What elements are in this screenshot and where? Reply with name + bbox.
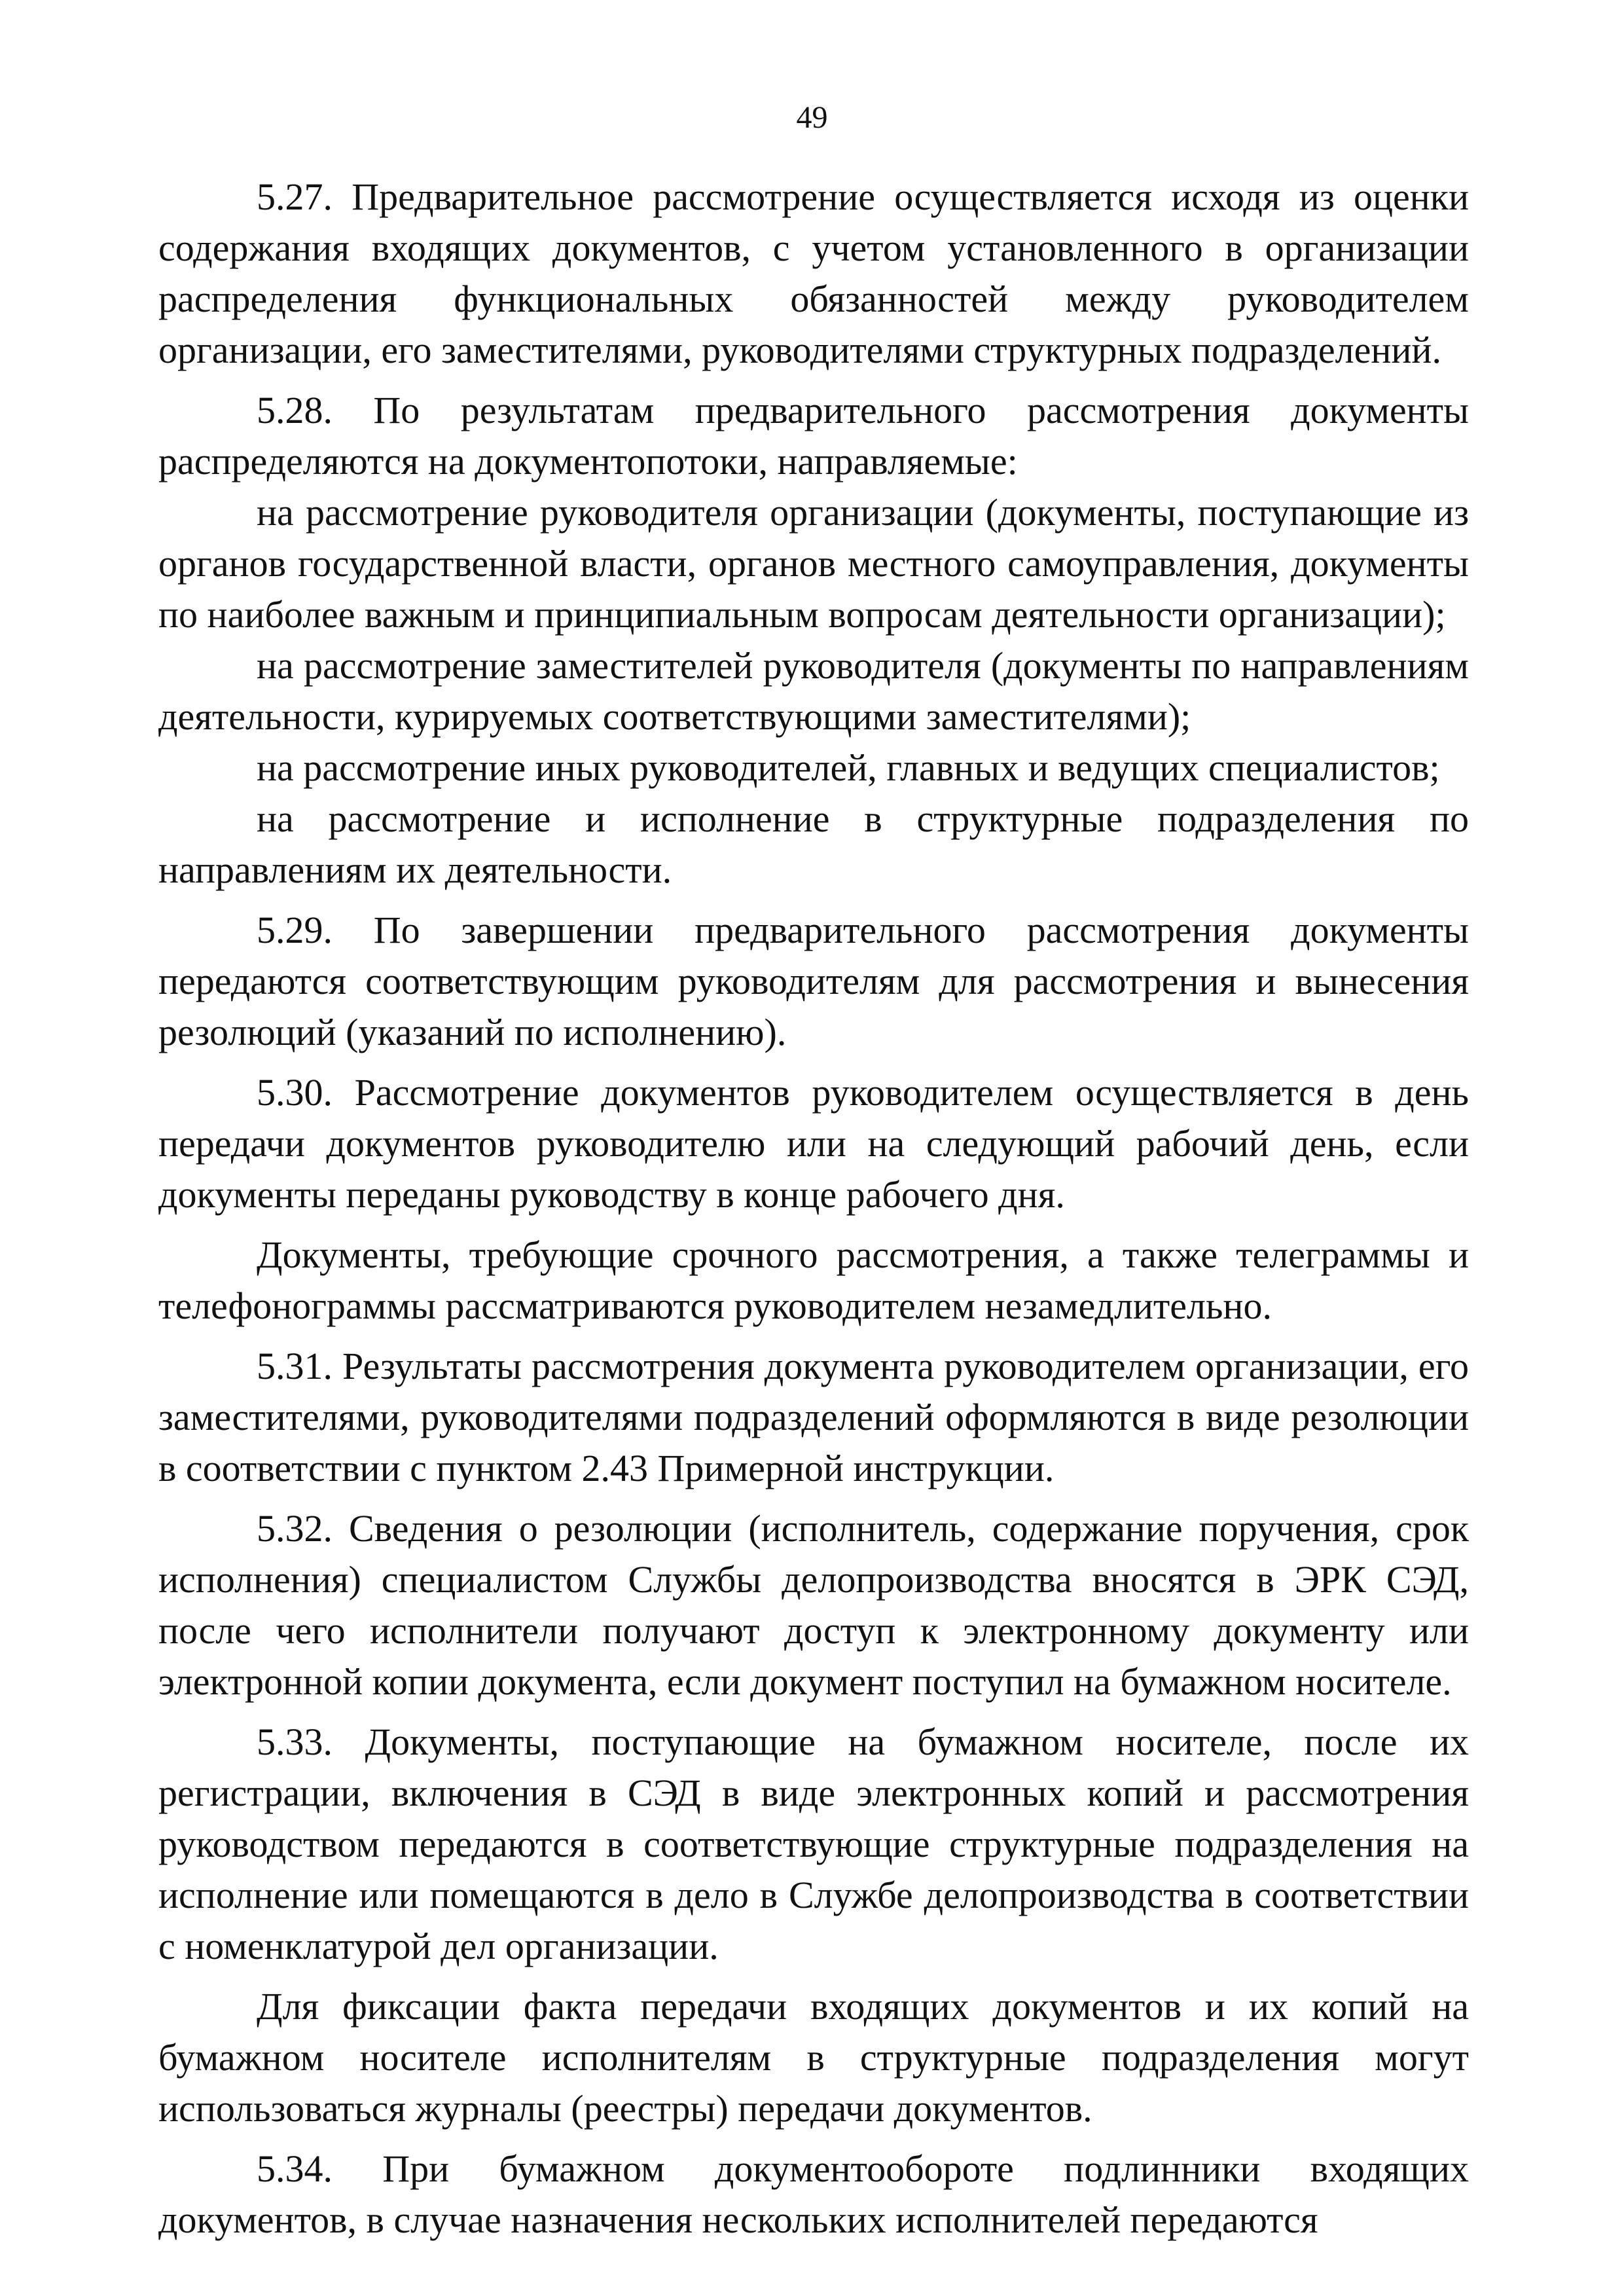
page-number: 49 xyxy=(796,100,828,135)
paragraph-5-32: 5.32. Сведения о резолюции (исполнитель, содержание поручения, срок исполнения) специалистом Службы делопроизводства вносятся в ЭРК СЭД, после чего исполнители получают доступ к электронному документу или электронной копии документа, если документ поступил на бумажном носителе. xyxy=(158,1507,1469,1703)
paragraph-5-29: 5.29. По завершении предварительного рассмотрения документы передаются соответствующим руководителям для рассмотрения и вынесения резолюций (указаний по исполнению). xyxy=(158,909,1469,1053)
paragraph-5-27: 5.27. Предварительное рассмотрение осуществляется исходя из оценки содержания входящих документов, с учетом установленного в организации распределения функциональных обязанностей между руководителем организации, его заместителями, руководителями структурных подразделений. xyxy=(158,175,1469,371)
paragraph-list-item: на рассмотрение заместителей руководителя (документы по направлениям деятельности, курируемых соответствующими заместителями); xyxy=(158,644,1469,738)
paragraph-list-item: на рассмотрение и исполнение в структурные подразделения по направлениям их деятельности. xyxy=(158,797,1469,891)
paragraph-5-34: 5.34. При бумажном документообороте подлинники входящих документов, в случае назначения нескольких исполнителей передаются xyxy=(158,2147,1469,2241)
paragraph-list-item: на рассмотрение иных руководителей, главных и ведущих специалистов; xyxy=(257,746,1440,789)
paragraph-list-item: на рассмотрение руководителя организации (документы, поступающие из органов государственной власти, органов местного самоуправления, документы по наиболее важным и принципиальным вопросам деятельности организации); xyxy=(158,491,1469,636)
paragraph-5-28: 5.28. По результатам предварительного рассмотрения документы распределяются на документопотоки, направляемые: xyxy=(158,389,1469,483)
paragraph-5-30: 5.30. Рассмотрение документов руководителем осуществляется в день передачи документов руководителю или на следующий рабочий день, если документы переданы руководству в конце рабочего дня. xyxy=(158,1071,1469,1216)
paragraph-5-31: 5.31. Результаты рассмотрения документа руководителем организации, его заместителями, руководителями подразделений оформляются в виде резолюции в соответствии с пунктом 2.43 Примерной инструкции. xyxy=(158,1345,1469,1489)
paragraph-journals: Для фиксации факта передачи входящих документов и их копий на бумажном носителе исполнителям в структурные подразделения могут использоваться журналы (реестры) передачи документов. xyxy=(158,1985,1469,2130)
paragraph-5-33: 5.33. Документы, поступающие на бумажном носителе, после их регистрации, включения в СЭД в виде электронных копий и рассмотрения руководством передаются в соответствующие структурные подразделения на исполнение или помещаются в дело в Службе делопроизводства в соответствии с номенклатурой дел организации. xyxy=(158,1721,1469,1967)
document-body xyxy=(158,172,1469,2246)
paragraph-urgent-documents: Документы, требующие срочного рассмотрения, а также телеграммы и телефонограммы рассматриваются руководителем незамедлительно. xyxy=(158,1233,1469,1327)
